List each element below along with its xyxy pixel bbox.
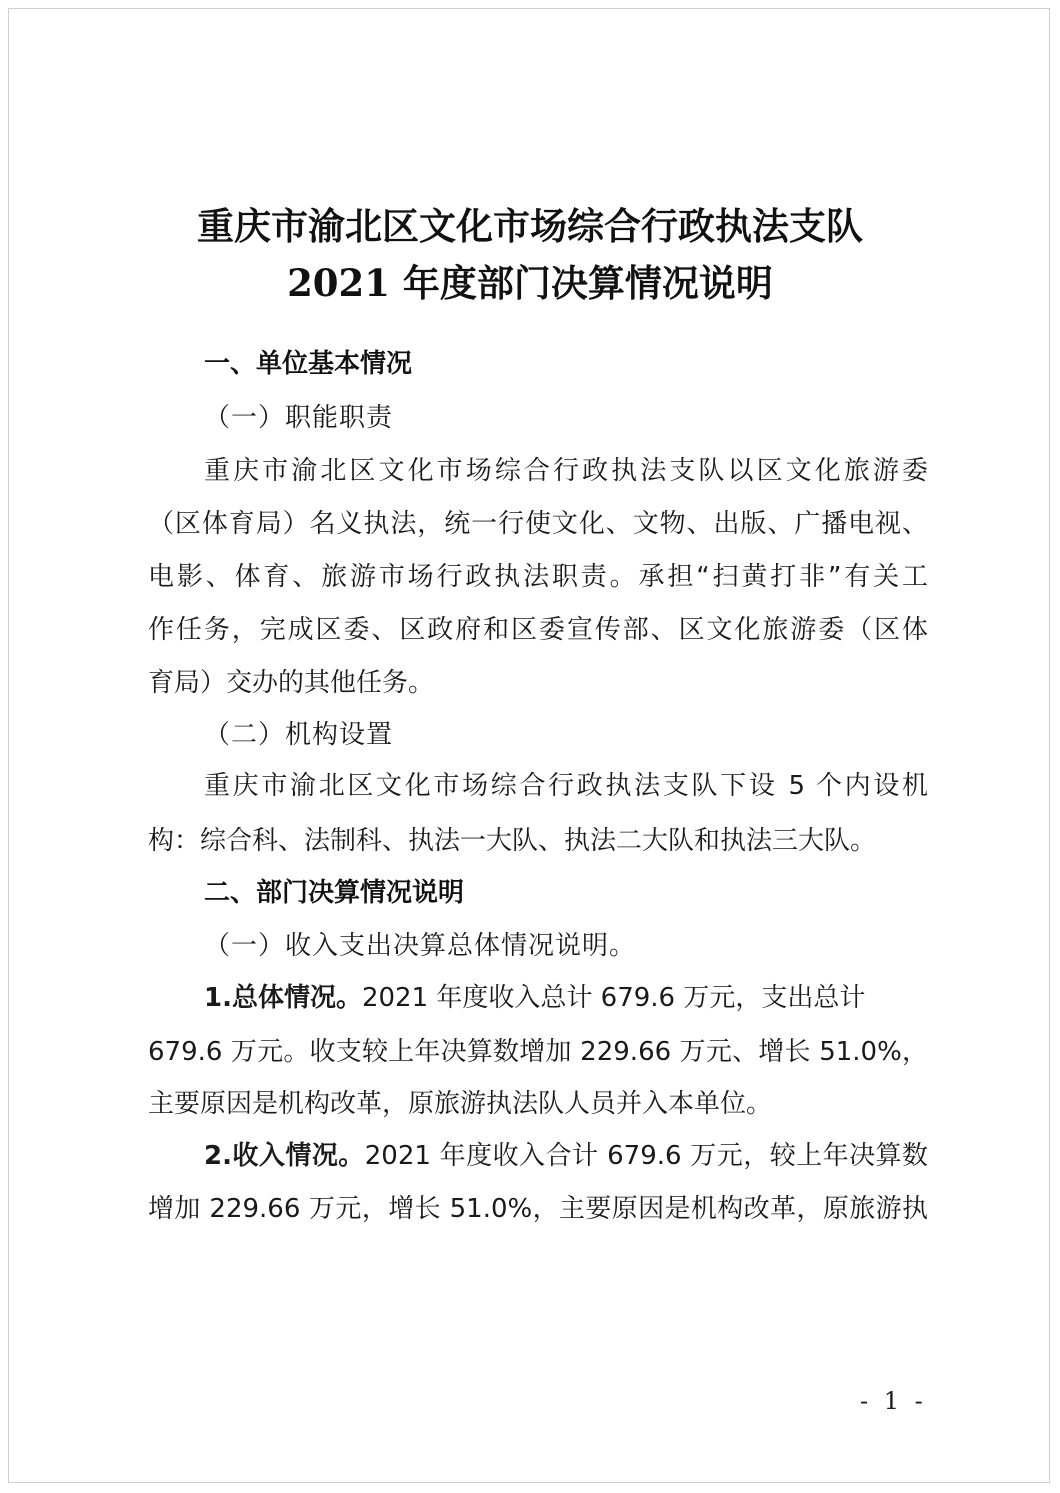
paragraph-line: 育局）交办的其他任务。 <box>148 668 435 698</box>
paragraph-text: 2021 年度收入合计 679.6 万元，较上年决算数 <box>364 1141 928 1171</box>
paragraph-lead-income: 2.收入情况。 <box>204 1141 365 1171</box>
document-title-line1: 重庆市渝北区文化市场综合行政执法支队 <box>197 204 863 248</box>
paragraph-line: （区体育局）名义执法，统一行使文化、文物、出版、广播电视、 <box>148 509 928 539</box>
paragraph-line: 增加 229.66 万元，增长 51.0%，主要原因是机构改革，原旅游执 <box>148 1194 928 1224</box>
subsection-heading-duties: （一）职能职责 <box>204 403 394 433</box>
paragraph-line: 重庆市渝北区文化市场综合行政执法支队下设 5 个内设机 <box>204 771 928 801</box>
paragraph-line: 作任务，完成区委、区政府和区委宣传部、区文化旅游委（区体 <box>148 615 928 645</box>
paragraph-text: 2021 年度收入总计 679.6 万元，支出总计 <box>361 983 866 1013</box>
paragraph-line: 电影、体育、旅游市场行政执法职责。承担“扫黄打非”有关工 <box>148 562 928 592</box>
paragraph-lead-overall: 1.总体情况。 <box>204 983 362 1013</box>
page-number: - 1 - <box>860 1387 927 1415</box>
paragraph-line: 主要原因是机构改革，原旅游执法队人员并入本单位。 <box>148 1089 773 1119</box>
subsection-heading-organization: （二）机构设置 <box>204 720 394 750</box>
paragraph-line: 构：综合科、法制科、执法一大队、执法二大队和执法三大队。 <box>148 826 877 856</box>
document-title-line2: 2021 年度部门决算情况说明 <box>287 261 773 305</box>
paragraph-line: 重庆市渝北区文化市场综合行政执法支队以区文化旅游委 <box>204 456 928 486</box>
paragraph-line <box>204 1143 928 1169</box>
subsection-heading-revenue-expenditure: （一）收入支出决算总体情况说明。 <box>204 931 637 961</box>
paragraph-line <box>204 985 928 1011</box>
section-heading-basic-info: 一、单位基本情况 <box>204 349 413 379</box>
paragraph-line: 679.6 万元。收支较上年决算数增加 229.66 万元、增长 51.0%， <box>148 1037 928 1067</box>
section-heading-final-accounts: 二、部门决算情况说明 <box>204 878 465 908</box>
